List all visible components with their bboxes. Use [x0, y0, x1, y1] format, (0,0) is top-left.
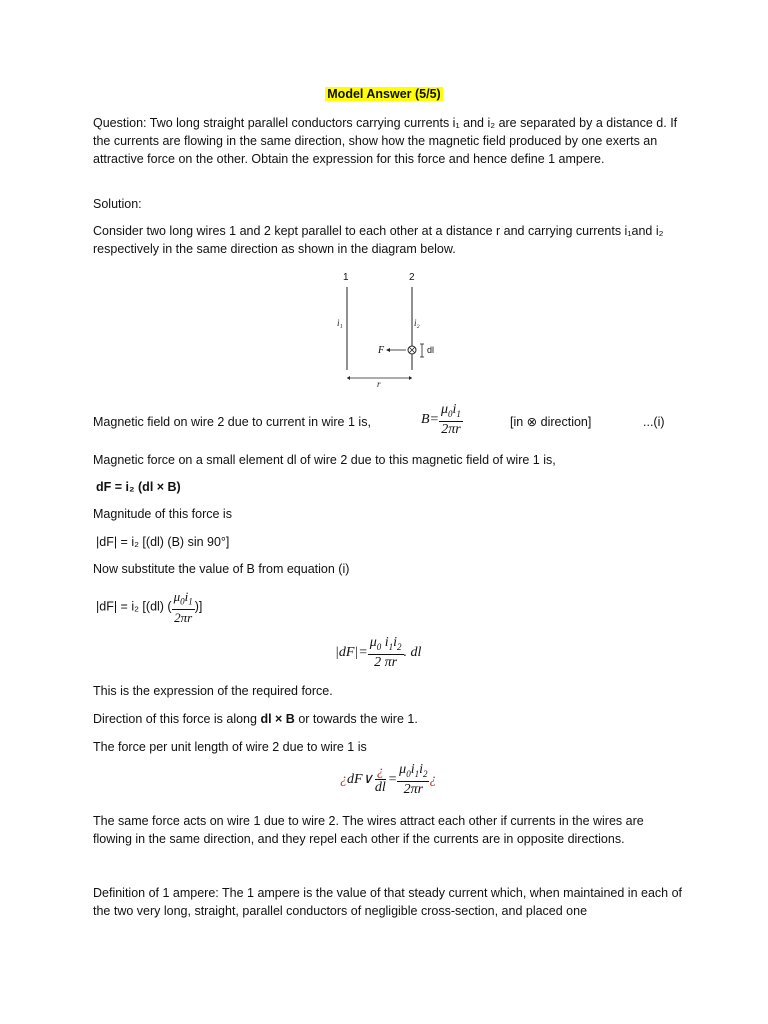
sub-prefix: |dF| = i₂ [(dl) ( — [96, 599, 172, 614]
substituted-equation: |dF| = i₂ [(dl) ( $\frac{\mu_0i_1}{2\pi r}$ )] — [96, 589, 203, 625]
same-force-paragraph: The same force acts on wire 1 due to wire 2. The wires attract each other if currents in the wires are flowing in the same direction, and they repel each other if the currents are in opposite directions. — [93, 814, 644, 846]
substitute-line: Now substitute the value of B from equation (i) — [93, 562, 350, 576]
per-unit-line: The force per unit length of wire 2 due to wire 1 is — [93, 740, 367, 754]
eq-label: ...(i) — [643, 415, 665, 429]
field-line: Magnetic field on wire 2 due to current in wire 1 is, — [93, 415, 371, 429]
df-formula: |dF|= $\frac{\mu_0 i_1i_2}{2 \pi r}$ . dl — [335, 635, 422, 670]
question-paragraph: Question: Two long straight parallel conductors carrying currents i₁ and i₂ are separated by a distance d. If the currents are flowing in the same direction, show how the magnetic field produced by one exerts an attractive force on the other. Obtain the expression for this force and hence define 1 ampere. — [93, 116, 678, 166]
i2-label: i₂ — [414, 318, 420, 328]
i1-label: i₁ — [337, 318, 343, 328]
per-unit-formula: ¿dF∨ $\frac{¿}{dl}$ = $\frac{\mu_0i_1i_2}{2\pi r}$ ¿ — [340, 762, 437, 797]
wires-diagram — [330, 270, 440, 395]
wire1-label: 1 — [343, 272, 349, 283]
force-intro: Magnetic force on a small element dl of wire 2 due to this magnetic field of wire 1 is, — [93, 453, 556, 467]
field-direction: [in ⊗ direction] — [510, 415, 592, 429]
title-text: Model Answer (5/5) — [327, 87, 441, 101]
dl-label: dl — [427, 345, 435, 355]
force-equation: dF = i₂ (dl × B) — [96, 480, 181, 494]
r-label: r — [377, 379, 381, 389]
page-title — [0, 87, 768, 101]
wire2-label: 2 — [409, 272, 415, 283]
magnitude-equation: |dF| = i₂ [(dl) (B) sin 90°] — [96, 535, 230, 549]
sub-suffix: )] — [194, 599, 203, 614]
force-label: F — [378, 345, 385, 356]
direction-line: Direction of this force is along dl × B or towards the wire 1. — [93, 712, 418, 726]
field-formula: B= $\frac{\mu_0i_1}{2\pi r}$ — [421, 402, 461, 437]
definition-paragraph: Definition of 1 ampere: The 1 ampere is the value of that steady current which, when maintained in each of the two very long, straight, parallel conductors of negligible cross-section, and placed one — [93, 886, 682, 918]
intro-paragraph: Consider two long wires 1 and 2 kept parallel to each other at a distance r and carrying currents i₁and i₂ respectively in the same direction as shown in the diagram below. — [93, 224, 664, 256]
solution-label: Solution: — [93, 197, 142, 211]
expression-line: This is the expression of the required force. — [93, 684, 333, 698]
magnitude-label: Magnitude of this force is — [93, 507, 232, 521]
